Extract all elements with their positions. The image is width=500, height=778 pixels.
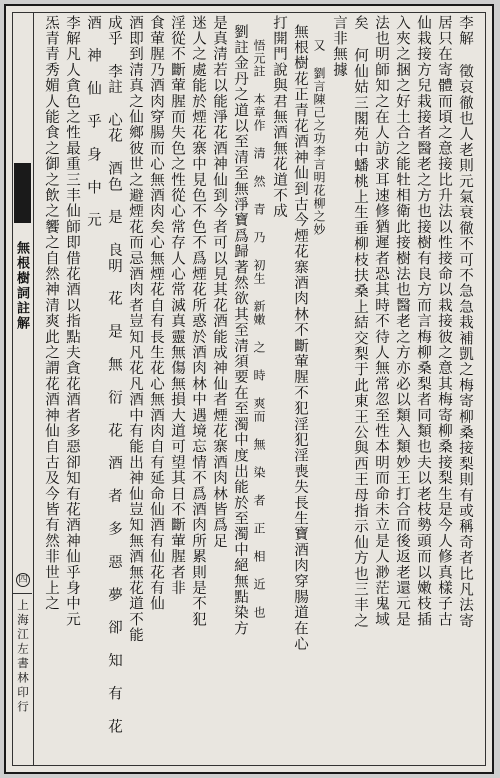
text-column: 炁青青秀媚人能食之御之飲之饗之自然神清爽此之謂花酒神仙自古及今皆有然非世上之 — [43, 15, 59, 612]
text-column: 入夾之捆之好土合之能牡相衛此接樹法也醫老之方亦必以類入類妙王打合而後返老還元是 — [394, 15, 410, 628]
text-column: 劉註金丹之道以至清至無淨寶爲歸著然欲其至清須要在至濁中度出能於至濁中絕無點染方 — [232, 24, 248, 637]
page-number: 四 — [16, 573, 30, 587]
text-column: 法也明師知之在人訪求耳速修猶遲者恐其時不待人無常忽至性本明而命未立是人渺茫鬼域 — [373, 15, 389, 628]
text-columns — [27, 15, 475, 767]
text-column: 淫從不斷葷腥而失色之性從心常存人心常滅真靈無傷無損大道可望其日不斷葷腥者非 — [169, 15, 185, 596]
book-page — [4, 4, 494, 774]
text-column: 迷人之處能於煙花寨中見色不色不爲煙花所惑於酒肉林中遇境忘情不爲酒肉所累則是不犯 — [190, 15, 206, 628]
text-column: 食葷腥乃酒肉穿腸而心無酒肉矣心無煙花自有長生花心無酒肉自有延命仙酒有仙花有仙 — [148, 15, 164, 612]
verse-column: 打開門說與君無酒無花道不成 — [271, 15, 287, 220]
verse-column: 無根樹花正青花酒神仙到古今煙花寨酒肉林不斷葷腥不犯淫犯淫喪失長生寶酒肉穿腸道在心 — [292, 24, 308, 652]
text-column: 仙栽接方兒栽接者醫老之方也接樹有良方而言梅柳桑梨者同類也夫以老枝勢頭而以嫩枝插 — [415, 15, 431, 628]
text-column: 是真清若以能淨花酒神仙到今者可以見其花酒能成神仙者煙花寨酒肉林皆爲足 — [211, 15, 227, 549]
page-frame — [12, 12, 486, 766]
text-column: 李解凡人貪色之性最重三丰仙師即借花酒以指點夫貪花酒者多惡卻知有花酒神仙乎身中元 — [64, 15, 80, 628]
fold-book-title: 無根樹詞註解 — [14, 241, 29, 331]
annotation-column: 又 劉言陳己之功李言明花柳之妙 — [312, 39, 326, 236]
text-column: 李解 徵哀徹也人老則元氣衰徹不可不急急栽補凱之梅寄柳桑接梨則有或稱奇者比凡法寄 — [457, 15, 473, 629]
text-column: 居只在寄體而頃之意接比升法以性接命以栽接彼之意其梅寄柳桑接梨生是今人修真樣子古 — [436, 15, 452, 628]
text-column: 矣 何仙姑三閣苑中蟠桃上生垂柳枝扶桑上結交梨于此東王公與西王母指示仙方也三丰之 — [352, 15, 368, 629]
text-column: 言非無據 — [331, 15, 347, 78]
annotation-column: 悟元註 本章作 清 然 青 乃 初生 新嫩 之 時 爽而 無 染 者 正 相 近 也 — [252, 39, 266, 619]
publisher-label: 上海江左書林印行 — [16, 599, 30, 715]
text-column: 酒即到清真之仙鄉彼世之避煙花而忌酒肉者豈知凡花凡酒中有能出神仙豈知無酒無花道不能 — [127, 15, 143, 643]
text-column: 成乎 李註 心花 酒色 是 良明 花 是 無 衍 花 酒 者 多 惡 夢 卻 知 有 花 酒 神 仙 乎 身 中 元 — [85, 15, 122, 735]
